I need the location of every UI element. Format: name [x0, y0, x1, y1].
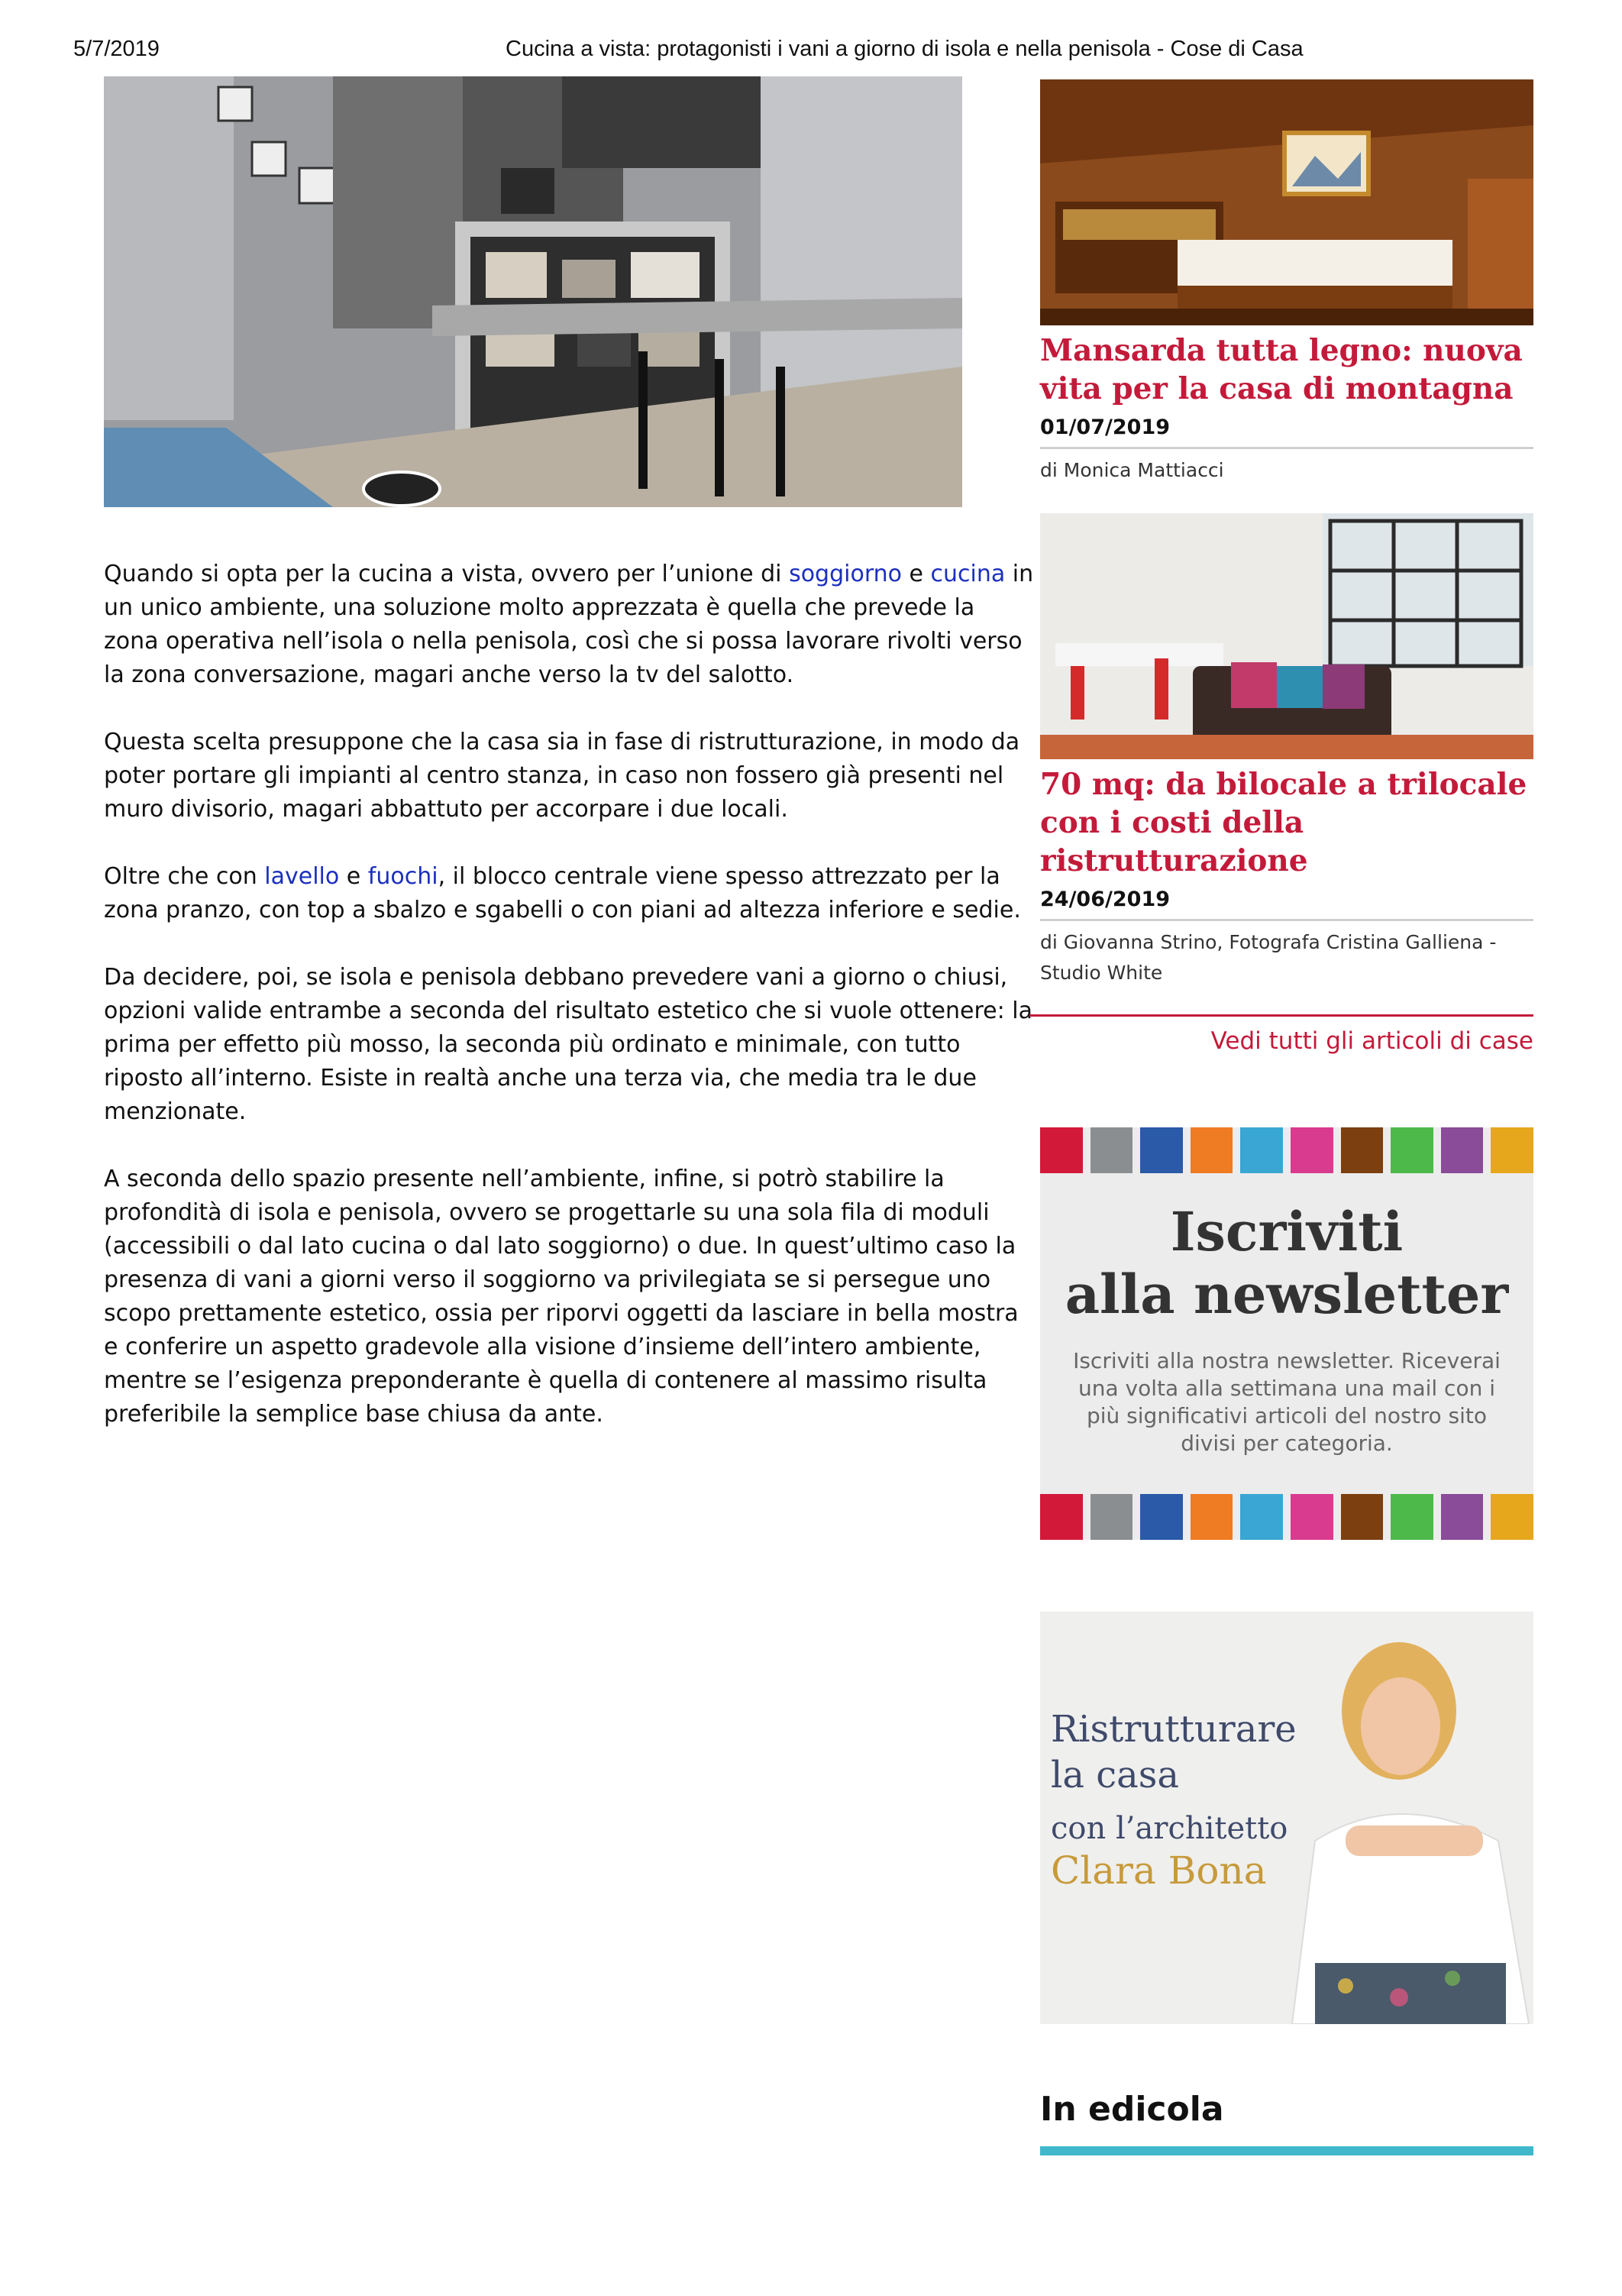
color-stripe [1191, 1494, 1233, 1540]
newsletter-title [1040, 1201, 1533, 1326]
color-stripe [1291, 1127, 1333, 1173]
color-stripe [1140, 1494, 1183, 1540]
promo-line2: la casa [1051, 1754, 1179, 1796]
article-text: Oltre che con [104, 863, 265, 890]
print-date: 5/7/2019 [73, 37, 160, 61]
article-text: , il blocco centrale viene spesso attrezzato per la zona pranzo, con top a sbalzo e sgabelli o con piani ad altezza inferiore e sedie. [104, 863, 1021, 923]
color-stripe [1040, 1127, 1083, 1173]
article-paragraph [104, 558, 1036, 692]
related-article-date: 24/06/2019 [1040, 888, 1533, 921]
related-article-card[interactable] [1040, 79, 1533, 486]
color-stripe [1441, 1494, 1484, 1540]
article-paragraph [104, 1163, 1036, 1431]
related-article-author: di Monica Mattiacci [1040, 459, 1224, 481]
article-text: Da decidere, poi, se isola e penisola debbano prevedere vani a giorno o chiusi, opzioni valide entrambe a seconda del risultato estetico che si vuole ottenere: la prima per effetto più mosso, la seconda più ordinato e minimale, con tutto riposto all’interno. Esiste in realtà anche una terza via, che media tra le due menzionate. [104, 964, 1032, 1125]
article-link[interactable]: cucina [930, 561, 1006, 587]
article-text: e [902, 561, 931, 587]
related-article-title[interactable]: Mansarda tutta legno: nuova vita per la casa di montagna [1040, 333, 1523, 406]
article-text: e [339, 863, 368, 890]
newsletter-title-line1: Iscriviti [1170, 1200, 1404, 1263]
color-stripe [1291, 1494, 1333, 1540]
color-stripe [1140, 1127, 1183, 1173]
article-link[interactable]: fuochi [367, 863, 438, 890]
article-text: Quando si opta per la cucina a vista, ovvero per l’unione di [104, 561, 790, 587]
promo-line4: Clara Bona [1051, 1848, 1267, 1893]
color-stripe [1341, 1494, 1384, 1540]
article-text: in un unico ambiente, una soluzione molto apprezzata è quella che prevede la zona operativa nell’isola o nella penisola, così che si possa lavorare rivolti verso la zona conversazione, magari anche verso la tv del salotto. [104, 561, 1034, 688]
newsletter-title-line2: alla newsletter [1065, 1263, 1509, 1326]
article-link[interactable]: soggiorno [789, 561, 902, 587]
newsletter-banner[interactable] [1040, 1127, 1533, 1540]
color-stripe [1090, 1127, 1133, 1173]
related-article-title[interactable]: 70 mq: da bilocale a trilocale con i costi della ristrutturazione [1040, 767, 1527, 878]
print-page-title: Cucina a vista: protagonisti i vani a giorno di isola e nella penisola - Cose di Casa [506, 37, 1304, 61]
promo-line3: con l’architetto [1051, 1811, 1288, 1846]
article-paragraph [104, 961, 1036, 1129]
promo-text [1051, 1706, 1297, 1893]
color-stripe [1090, 1494, 1133, 1540]
kitchen-photo [104, 76, 962, 507]
color-stripe [1240, 1494, 1283, 1540]
related-article-date: 01/07/2019 [1040, 416, 1533, 449]
article-link[interactable]: lavello [264, 863, 340, 890]
color-stripe [1441, 1127, 1484, 1173]
article-text: A seconda dello spazio presente nell’ambiente, infine, si potrò stabilire la profondità di isola e penisola, ovvero se progettarle su una sola fila di moduli (accessibili o dal lato cucina o dal lato soggiorno) o due. In quest’ultimo caso la presenza di vani a giorni verso il soggiorno va privilegiata se si persegue uno scopo prettamente estetico, ossia per riporvi oggetti da lasciare in bella mostra e conferire un aspetto gradevole alla visione d’insieme dell’intero ambiente, mentre se l’esigenza preponderante è quella di contenere al massimo risulta preferibile la semplice base chiusa da ante. [104, 1166, 1019, 1428]
article-paragraph [104, 860, 1036, 927]
article-body [104, 558, 1036, 1465]
color-stripe [1191, 1127, 1233, 1173]
chalet-dining-photo [1040, 79, 1533, 325]
color-stripe [1491, 1494, 1533, 1540]
living-room-photo [1040, 513, 1533, 759]
color-stripe [1391, 1494, 1433, 1540]
newsletter-stripes-top [1040, 1127, 1533, 1173]
article-text: Questa scelta presuppone che la casa sia in fase di ristrutturazione, in modo da poter portare gli impianti al centro stanza, in caso non fossero già presenti nel muro divisorio, magari abbattuto per accorpare i due locali. [104, 729, 1020, 823]
color-stripe [1040, 1494, 1083, 1540]
article-paragraph [104, 726, 1036, 826]
section-title-underline [1040, 2146, 1533, 2155]
promo-line1: Ristrutturare [1051, 1708, 1297, 1751]
newsletter-stripes-bottom [1040, 1494, 1533, 1540]
chalet-dining-photo-art [1040, 79, 1533, 325]
newsletter-text: Iscriviti alla nostra newsletter. Riceverai una volta alla settimana una mail con i più significativi articoli del nostro sito divisi per categoria. [1073, 1348, 1501, 1456]
section-title-in-edicola: In edicola [1040, 2090, 1224, 2129]
architect-promo-banner[interactable] [1040, 1612, 1533, 2024]
color-stripe [1240, 1127, 1283, 1173]
color-stripe [1391, 1127, 1433, 1173]
see-all-articles-link[interactable]: Vedi tutti gli articoli di case [1029, 1014, 1533, 1055]
related-article-author: di Giovanna Strino, Fotografa Cristina Galliena - Studio White [1040, 931, 1497, 984]
related-article-card[interactable] [1040, 513, 1533, 988]
living-room-photo-art [1040, 513, 1533, 759]
color-stripe [1341, 1127, 1384, 1173]
kitchen-photo-art [104, 76, 962, 507]
color-stripe [1491, 1127, 1533, 1173]
